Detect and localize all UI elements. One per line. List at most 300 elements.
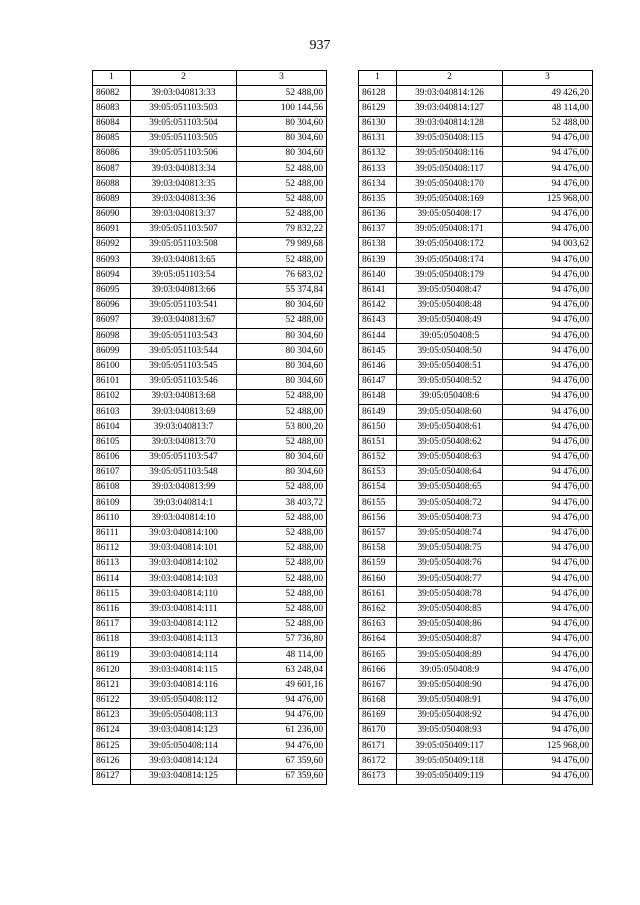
value-cell: 52 488,00 — [237, 314, 327, 329]
cadastral-number-cell: 39:05:050408:9 — [397, 663, 503, 678]
cadastral-number-cell: 39:05:051103:503 — [131, 101, 237, 116]
cadastral-number-cell: 39:05:050408:64 — [397, 465, 503, 480]
row-number-cell: 86116 — [93, 602, 131, 617]
value-cell: 52 488,00 — [237, 192, 327, 207]
value-cell: 52 488,00 — [237, 587, 327, 602]
table-row — [93, 724, 327, 739]
table-row — [93, 86, 327, 101]
table-row — [93, 329, 327, 344]
row-number-cell: 86086 — [93, 146, 131, 161]
cadastral-number-cell: 39:05:051103:546 — [131, 374, 237, 389]
cadastral-number-cell: 39:05:050408:17 — [397, 207, 503, 222]
row-number-cell: 86168 — [359, 693, 397, 708]
value-cell: 94 476,00 — [503, 268, 593, 283]
value-cell: 94 476,00 — [503, 587, 593, 602]
table-row — [359, 374, 593, 389]
value-cell: 52 488,00 — [503, 116, 593, 131]
cadastral-number-cell: 39:05:050409:119 — [397, 769, 503, 784]
table-row — [359, 344, 593, 359]
row-number-cell: 86112 — [93, 541, 131, 556]
table-row — [359, 207, 593, 222]
cadastral-number-cell: 39:05:050409:117 — [397, 739, 503, 754]
value-cell: 52 488,00 — [237, 526, 327, 541]
row-number-cell: 86101 — [93, 374, 131, 389]
cadastral-number-cell: 39:05:051103:54 — [131, 268, 237, 283]
row-number-cell: 86130 — [359, 116, 397, 131]
row-number-cell: 86092 — [93, 238, 131, 253]
row-number-cell: 86141 — [359, 283, 397, 298]
cadastral-number-cell: 39:03:040813:36 — [131, 192, 237, 207]
cadastral-number-cell: 39:03:040814:100 — [131, 526, 237, 541]
row-number-cell: 86094 — [93, 268, 131, 283]
row-number-cell: 86100 — [93, 359, 131, 374]
table-row — [359, 222, 593, 237]
cadastral-number-cell: 39:03:040814:116 — [131, 678, 237, 693]
cadastral-number-cell: 39:03:040813:99 — [131, 481, 237, 496]
table-body-right — [359, 71, 593, 785]
table-row — [93, 344, 327, 359]
table-row — [93, 754, 327, 769]
table-row — [359, 693, 593, 708]
value-cell: 52 488,00 — [237, 541, 327, 556]
table-row — [93, 435, 327, 450]
cadastral-number-cell: 39:05:050408:179 — [397, 268, 503, 283]
cadastral-number-cell: 39:05:050408:174 — [397, 253, 503, 268]
cadastral-number-cell: 39:05:050408:112 — [131, 693, 237, 708]
value-cell: 80 304,60 — [237, 146, 327, 161]
row-number-cell: 86127 — [93, 769, 131, 784]
table-row — [93, 405, 327, 420]
row-number-cell: 86170 — [359, 724, 397, 739]
value-cell: 94 003,62 — [503, 238, 593, 253]
value-cell: 94 476,00 — [503, 435, 593, 450]
cadastral-number-cell: 39:03:040814:128 — [397, 116, 503, 131]
cadastral-number-cell: 39:05:050408:77 — [397, 572, 503, 587]
value-cell: 57 736,80 — [237, 632, 327, 647]
row-number-cell: 86132 — [359, 146, 397, 161]
table-row — [93, 359, 327, 374]
row-number-cell: 86139 — [359, 253, 397, 268]
value-cell: 61 236,00 — [237, 724, 327, 739]
table-row — [93, 283, 327, 298]
value-cell: 80 304,60 — [237, 298, 327, 313]
cadastral-number-cell: 39:05:050408:49 — [397, 314, 503, 329]
cadastral-number-cell: 39:03:040813:7 — [131, 420, 237, 435]
row-number-cell: 86173 — [359, 769, 397, 784]
row-number-cell: 86123 — [93, 708, 131, 723]
value-cell: 53 800,20 — [237, 420, 327, 435]
table-row — [359, 739, 593, 754]
table-row — [359, 587, 593, 602]
cadastral-number-cell: 39:05:050408:115 — [397, 131, 503, 146]
row-number-cell: 86118 — [93, 632, 131, 647]
cadastral-number-cell: 39:03:040814:126 — [397, 86, 503, 101]
cadastral-number-cell: 39:05:050408:114 — [131, 739, 237, 754]
table-header-row — [93, 71, 327, 86]
table-row — [359, 557, 593, 572]
table-row — [359, 177, 593, 192]
value-cell: 94 476,00 — [503, 374, 593, 389]
row-number-cell: 86142 — [359, 298, 397, 313]
table-row — [359, 572, 593, 587]
cadastral-number-cell: 39:05:050408:63 — [397, 450, 503, 465]
cadastral-number-cell: 39:03:040814:113 — [131, 632, 237, 647]
table-row — [93, 420, 327, 435]
value-cell: 94 476,00 — [503, 769, 593, 784]
table-row — [359, 435, 593, 450]
row-number-cell: 86147 — [359, 374, 397, 389]
row-number-cell: 86120 — [93, 663, 131, 678]
row-number-cell: 86104 — [93, 420, 131, 435]
column-header-3: 3 — [237, 71, 327, 86]
row-number-cell: 86145 — [359, 344, 397, 359]
cadastral-number-cell: 39:05:050408:75 — [397, 541, 503, 556]
value-cell: 94 476,00 — [503, 511, 593, 526]
row-number-cell: 86131 — [359, 131, 397, 146]
value-cell: 94 476,00 — [237, 693, 327, 708]
row-number-cell: 86133 — [359, 162, 397, 177]
value-cell: 52 488,00 — [237, 511, 327, 526]
row-number-cell: 86154 — [359, 481, 397, 496]
row-number-cell: 86084 — [93, 116, 131, 131]
table-row — [359, 511, 593, 526]
cadastral-number-cell: 39:03:040814:102 — [131, 557, 237, 572]
value-cell: 52 488,00 — [237, 253, 327, 268]
cadastral-number-cell: 39:05:050408:5 — [397, 329, 503, 344]
row-number-cell: 86144 — [359, 329, 397, 344]
table-row — [359, 632, 593, 647]
table-row — [93, 465, 327, 480]
row-number-cell: 86114 — [93, 572, 131, 587]
cadastral-number-cell: 39:03:040813:34 — [131, 162, 237, 177]
table-row — [93, 116, 327, 131]
table-row — [359, 389, 593, 404]
row-number-cell: 86159 — [359, 557, 397, 572]
value-cell: 94 476,00 — [503, 253, 593, 268]
table-row — [359, 481, 593, 496]
cadastral-number-cell: 39:05:050408:116 — [397, 146, 503, 161]
row-number-cell: 86122 — [93, 693, 131, 708]
table-row — [93, 511, 327, 526]
value-cell: 52 488,00 — [237, 435, 327, 450]
row-number-cell: 86169 — [359, 708, 397, 723]
table-row — [93, 450, 327, 465]
row-number-cell: 86113 — [93, 557, 131, 572]
value-cell: 38 403,72 — [237, 496, 327, 511]
cadastral-number-cell: 39:05:051103:543 — [131, 329, 237, 344]
table-row — [359, 238, 593, 253]
row-number-cell: 86111 — [93, 526, 131, 541]
value-cell: 94 476,00 — [503, 602, 593, 617]
table-row — [93, 587, 327, 602]
cadastral-number-cell: 39:05:050408:169 — [397, 192, 503, 207]
table-row — [359, 314, 593, 329]
cadastral-number-cell: 39:05:050408:93 — [397, 724, 503, 739]
table-row — [93, 253, 327, 268]
table-row — [359, 268, 593, 283]
value-cell: 94 476,00 — [503, 405, 593, 420]
table-row — [359, 617, 593, 632]
row-number-cell: 86087 — [93, 162, 131, 177]
value-cell: 94 476,00 — [237, 739, 327, 754]
row-number-cell: 86143 — [359, 314, 397, 329]
table-row — [93, 708, 327, 723]
cadastral-number-cell: 39:05:050408:172 — [397, 238, 503, 253]
table-row — [93, 101, 327, 116]
row-number-cell: 86106 — [93, 450, 131, 465]
row-number-cell: 86088 — [93, 177, 131, 192]
table-row — [93, 602, 327, 617]
row-number-cell: 86167 — [359, 678, 397, 693]
cadastral-number-cell: 39:03:040813:65 — [131, 253, 237, 268]
table-row — [93, 541, 327, 556]
column-header-1: 1 — [93, 71, 131, 86]
value-cell: 94 476,00 — [503, 693, 593, 708]
cadastral-number-cell: 39:03:040813:69 — [131, 405, 237, 420]
cadastral-number-cell: 39:05:051103:545 — [131, 359, 237, 374]
row-number-cell: 86152 — [359, 450, 397, 465]
cadastral-number-cell: 39:03:040814:110 — [131, 587, 237, 602]
table-row — [93, 389, 327, 404]
cadastral-number-cell: 39:03:040814:1 — [131, 496, 237, 511]
table-row — [93, 268, 327, 283]
cadastral-number-cell: 39:03:040813:68 — [131, 389, 237, 404]
table-row — [93, 617, 327, 632]
table-row — [93, 314, 327, 329]
row-number-cell: 86156 — [359, 511, 397, 526]
row-number-cell: 86151 — [359, 435, 397, 450]
cadastral-number-cell: 39:05:050408:170 — [397, 177, 503, 192]
row-number-cell: 86097 — [93, 314, 131, 329]
value-cell: 94 476,00 — [503, 572, 593, 587]
table-row — [359, 465, 593, 480]
registry-table-left — [92, 70, 327, 785]
cadastral-number-cell: 39:05:051103:548 — [131, 465, 237, 480]
value-cell: 49 426,20 — [503, 86, 593, 101]
value-cell: 52 488,00 — [237, 389, 327, 404]
row-number-cell: 86091 — [93, 222, 131, 237]
value-cell: 52 488,00 — [237, 572, 327, 587]
row-number-cell: 86099 — [93, 344, 131, 359]
row-number-cell: 86172 — [359, 754, 397, 769]
value-cell: 49 601,16 — [237, 678, 327, 693]
value-cell: 94 476,00 — [503, 344, 593, 359]
cadastral-number-cell: 39:03:040813:37 — [131, 207, 237, 222]
row-number-cell: 86089 — [93, 192, 131, 207]
table-row — [93, 481, 327, 496]
cadastral-number-cell: 39:03:040814:124 — [131, 754, 237, 769]
row-number-cell: 86115 — [93, 587, 131, 602]
table-row — [359, 708, 593, 723]
value-cell: 94 476,00 — [237, 708, 327, 723]
cadastral-number-cell: 39:05:050408:62 — [397, 435, 503, 450]
cadastral-number-cell: 39:05:050409:118 — [397, 754, 503, 769]
cadastral-number-cell: 39:03:040813:35 — [131, 177, 237, 192]
value-cell: 94 476,00 — [503, 283, 593, 298]
table-row — [359, 663, 593, 678]
table-row — [359, 450, 593, 465]
table-row — [359, 329, 593, 344]
table-row — [93, 496, 327, 511]
value-cell: 94 476,00 — [503, 557, 593, 572]
table-row — [359, 101, 593, 116]
row-number-cell: 86093 — [93, 253, 131, 268]
cadastral-number-cell: 39:03:040813:70 — [131, 435, 237, 450]
cadastral-number-cell: 39:05:051103:505 — [131, 131, 237, 146]
table-row — [359, 86, 593, 101]
row-number-cell: 86105 — [93, 435, 131, 450]
cadastral-number-cell: 39:05:050408:76 — [397, 557, 503, 572]
row-number-cell: 86150 — [359, 420, 397, 435]
table-row — [359, 541, 593, 556]
row-number-cell: 86128 — [359, 86, 397, 101]
cadastral-number-cell: 39:05:050408:74 — [397, 526, 503, 541]
table-row — [359, 146, 593, 161]
value-cell: 94 476,00 — [503, 496, 593, 511]
value-cell: 79 832,22 — [237, 222, 327, 237]
value-cell: 80 304,60 — [237, 329, 327, 344]
value-cell: 55 374,84 — [237, 283, 327, 298]
registry-table-right — [358, 70, 593, 785]
table-row — [359, 253, 593, 268]
cadastral-number-cell: 39:05:050408:65 — [397, 481, 503, 496]
cadastral-number-cell: 39:03:040814:127 — [397, 101, 503, 116]
table-row — [93, 192, 327, 207]
cadastral-number-cell: 39:05:050408:60 — [397, 405, 503, 420]
value-cell: 94 476,00 — [503, 131, 593, 146]
value-cell: 52 488,00 — [237, 481, 327, 496]
value-cell: 76 683,02 — [237, 268, 327, 283]
cadastral-number-cell: 39:03:040813:67 — [131, 314, 237, 329]
row-number-cell: 86109 — [93, 496, 131, 511]
row-number-cell: 86119 — [93, 648, 131, 663]
value-cell: 94 476,00 — [503, 648, 593, 663]
cadastral-number-cell: 39:05:051103:504 — [131, 116, 237, 131]
value-cell: 94 476,00 — [503, 389, 593, 404]
row-number-cell: 86124 — [93, 724, 131, 739]
cadastral-number-cell: 39:05:050408:51 — [397, 359, 503, 374]
table-row — [359, 192, 593, 207]
table-row — [93, 374, 327, 389]
value-cell: 48 114,00 — [237, 648, 327, 663]
value-cell: 94 476,00 — [503, 724, 593, 739]
cadastral-number-cell: 39:05:050408:91 — [397, 693, 503, 708]
table-row — [359, 359, 593, 374]
table-row — [93, 739, 327, 754]
value-cell: 94 476,00 — [503, 177, 593, 192]
value-cell: 63 248,04 — [237, 663, 327, 678]
row-number-cell: 86148 — [359, 389, 397, 404]
table-row — [93, 131, 327, 146]
table-row — [93, 678, 327, 693]
cadastral-number-cell: 39:05:051103:508 — [131, 238, 237, 253]
row-number-cell: 86102 — [93, 389, 131, 404]
table-row — [359, 648, 593, 663]
cadastral-number-cell: 39:05:050408:85 — [397, 602, 503, 617]
cadastral-number-cell: 39:05:050408:72 — [397, 496, 503, 511]
value-cell: 94 476,00 — [503, 632, 593, 647]
value-cell: 67 359,60 — [237, 754, 327, 769]
cadastral-number-cell: 39:03:040814:114 — [131, 648, 237, 663]
value-cell: 52 488,00 — [237, 177, 327, 192]
value-cell: 94 476,00 — [503, 617, 593, 632]
table-row — [93, 572, 327, 587]
cadastral-number-cell: 39:05:051103:541 — [131, 298, 237, 313]
row-number-cell: 86134 — [359, 177, 397, 192]
value-cell: 52 488,00 — [237, 207, 327, 222]
row-number-cell: 86166 — [359, 663, 397, 678]
column-header-1: 1 — [359, 71, 397, 86]
row-number-cell: 86140 — [359, 268, 397, 283]
row-number-cell: 86164 — [359, 632, 397, 647]
table-row — [93, 238, 327, 253]
cadastral-number-cell: 39:03:040814:115 — [131, 663, 237, 678]
value-cell: 94 476,00 — [503, 329, 593, 344]
value-cell: 94 476,00 — [503, 450, 593, 465]
value-cell: 80 304,60 — [237, 374, 327, 389]
row-number-cell: 86107 — [93, 465, 131, 480]
value-cell: 80 304,60 — [237, 131, 327, 146]
cadastral-number-cell: 39:03:040814:111 — [131, 602, 237, 617]
table-row — [93, 222, 327, 237]
cadastral-number-cell: 39:05:050408:78 — [397, 587, 503, 602]
cadastral-number-cell: 39:05:050408:171 — [397, 222, 503, 237]
table-row — [359, 116, 593, 131]
cadastral-number-cell: 39:05:050408:86 — [397, 617, 503, 632]
value-cell: 52 488,00 — [237, 86, 327, 101]
row-number-cell: 86155 — [359, 496, 397, 511]
row-number-cell: 86135 — [359, 192, 397, 207]
row-number-cell: 86108 — [93, 481, 131, 496]
value-cell: 94 476,00 — [503, 526, 593, 541]
cadastral-number-cell: 39:05:050408:87 — [397, 632, 503, 647]
row-number-cell: 86157 — [359, 526, 397, 541]
row-number-cell: 86125 — [93, 739, 131, 754]
value-cell: 79 989,68 — [237, 238, 327, 253]
row-number-cell: 86158 — [359, 541, 397, 556]
row-number-cell: 86117 — [93, 617, 131, 632]
value-cell: 80 304,60 — [237, 116, 327, 131]
table-row — [359, 131, 593, 146]
row-number-cell: 86153 — [359, 465, 397, 480]
cadastral-number-cell: 39:03:040813:33 — [131, 86, 237, 101]
value-cell: 94 476,00 — [503, 663, 593, 678]
row-number-cell: 86129 — [359, 101, 397, 116]
cadastral-number-cell: 39:05:050408:89 — [397, 648, 503, 663]
value-cell: 52 488,00 — [237, 162, 327, 177]
value-cell: 80 304,60 — [237, 344, 327, 359]
table-row — [359, 298, 593, 313]
row-number-cell: 86161 — [359, 587, 397, 602]
row-number-cell: 86098 — [93, 329, 131, 344]
table-row — [93, 207, 327, 222]
cadastral-number-cell: 39:05:050408:48 — [397, 298, 503, 313]
value-cell: 94 476,00 — [503, 541, 593, 556]
row-number-cell: 86121 — [93, 678, 131, 693]
table-row — [359, 769, 593, 784]
table-header-row — [359, 71, 593, 86]
row-number-cell: 86138 — [359, 238, 397, 253]
value-cell: 52 488,00 — [237, 557, 327, 572]
table-row — [93, 632, 327, 647]
row-number-cell: 86137 — [359, 222, 397, 237]
value-cell: 67 359,60 — [237, 769, 327, 784]
row-number-cell: 86082 — [93, 86, 131, 101]
value-cell: 94 476,00 — [503, 754, 593, 769]
value-cell: 94 476,00 — [503, 162, 593, 177]
table-row — [93, 162, 327, 177]
value-cell: 94 476,00 — [503, 359, 593, 374]
